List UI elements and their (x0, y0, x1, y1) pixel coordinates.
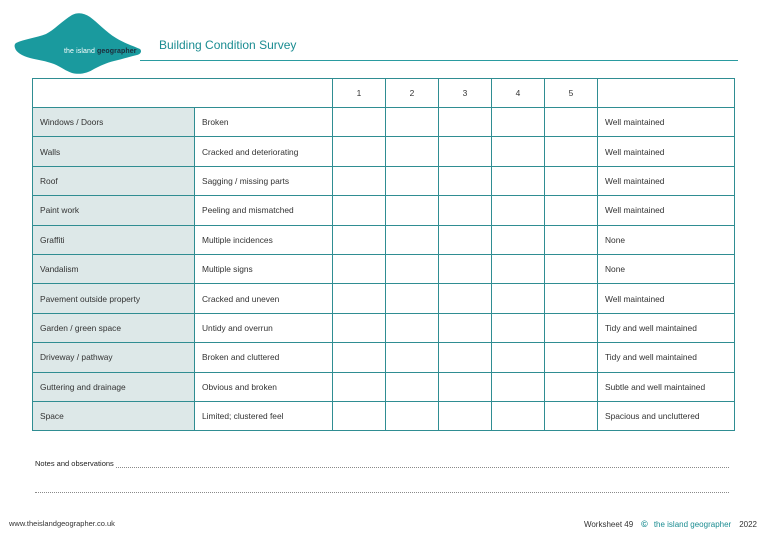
score-cell-5[interactable] (545, 372, 598, 401)
score-cell-2[interactable] (386, 108, 439, 137)
score-cell-4[interactable] (492, 401, 545, 430)
score-cell-1[interactable] (333, 343, 386, 372)
notes-label: Notes and observations (35, 459, 114, 468)
island-logo-icon (14, 12, 144, 76)
footer-website: www.theislandgeographer.co.uk (9, 519, 115, 528)
score-cell-1[interactable] (333, 108, 386, 137)
score-cell-2[interactable] (386, 196, 439, 225)
score-cell-1[interactable] (333, 166, 386, 195)
score-cell-5[interactable] (545, 343, 598, 372)
header-blank-cell (33, 79, 333, 108)
negative-descriptor-cell: Cracked and deteriorating (195, 137, 333, 166)
score-cell-3[interactable] (439, 137, 492, 166)
copyright-icon: © (641, 519, 648, 529)
page-title: Building Condition Survey (159, 38, 297, 52)
score-cell-4[interactable] (492, 372, 545, 401)
score-cell-3[interactable] (439, 284, 492, 313)
table-row (33, 343, 735, 372)
header-divider (140, 60, 738, 61)
score-cell-4[interactable] (492, 225, 545, 254)
score-cell-3[interactable] (439, 313, 492, 342)
positive-descriptor-cell: Well maintained (598, 196, 735, 225)
score-cell-2[interactable] (386, 225, 439, 254)
table-row (33, 372, 735, 401)
score-cell-1[interactable] (333, 225, 386, 254)
table-row (33, 225, 735, 254)
positive-descriptor-cell: Well maintained (598, 108, 735, 137)
score-cell-2[interactable] (386, 254, 439, 283)
score-cell-5[interactable] (545, 137, 598, 166)
notes-dotted-line[interactable] (116, 460, 729, 468)
negative-descriptor-cell: Multiple incidences (195, 225, 333, 254)
negative-descriptor-cell: Limited; clustered feel (195, 401, 333, 430)
negative-descriptor-cell: Untidy and overrun (195, 313, 333, 342)
score-cell-2[interactable] (386, 284, 439, 313)
score-cell-3[interactable] (439, 372, 492, 401)
table-row (33, 254, 735, 283)
positive-descriptor-cell: Subtle and well maintained (598, 372, 735, 401)
table-row (33, 137, 735, 166)
score-cell-4[interactable] (492, 343, 545, 372)
score-cell-1[interactable] (333, 254, 386, 283)
table-row (33, 401, 735, 430)
positive-descriptor-cell: Well maintained (598, 137, 735, 166)
survey-table (32, 78, 735, 431)
score-cell-5[interactable] (545, 401, 598, 430)
score-cell-5[interactable] (545, 284, 598, 313)
criterion-cell: Garden / green space (33, 313, 195, 342)
negative-descriptor-cell: Cracked and uneven (195, 284, 333, 313)
positive-descriptor-cell: None (598, 254, 735, 283)
criterion-cell: Vandalism (33, 254, 195, 283)
criterion-cell: Driveway / pathway (33, 343, 195, 372)
criterion-cell: Space (33, 401, 195, 430)
score-cell-5[interactable] (545, 254, 598, 283)
footer-credit (584, 519, 757, 529)
score-header-5: 5 (545, 79, 598, 108)
score-cell-4[interactable] (492, 137, 545, 166)
score-cell-5[interactable] (545, 225, 598, 254)
table-row (33, 313, 735, 342)
score-cell-3[interactable] (439, 166, 492, 195)
footer-year: 2022 (739, 519, 757, 529)
score-cell-3[interactable] (439, 343, 492, 372)
score-cell-3[interactable] (439, 401, 492, 430)
positive-descriptor-cell: None (598, 225, 735, 254)
score-cell-1[interactable] (333, 137, 386, 166)
negative-descriptor-cell: Peeling and mismatched (195, 196, 333, 225)
score-cell-4[interactable] (492, 196, 545, 225)
negative-descriptor-cell: Broken and cluttered (195, 343, 333, 372)
score-cell-2[interactable] (386, 343, 439, 372)
score-cell-1[interactable] (333, 313, 386, 342)
score-header-3: 3 (439, 79, 492, 108)
score-cell-2[interactable] (386, 401, 439, 430)
criterion-cell: Paint work (33, 196, 195, 225)
logo-text: the island geographer (64, 48, 137, 55)
positive-descriptor-cell: Well maintained (598, 284, 735, 313)
score-cell-5[interactable] (545, 108, 598, 137)
footer-brand: the island geographer (653, 519, 732, 529)
score-cell-2[interactable] (386, 372, 439, 401)
criterion-cell: Windows / Doors (33, 108, 195, 137)
score-cell-4[interactable] (492, 108, 545, 137)
table-row (33, 108, 735, 137)
positive-descriptor-cell: Well maintained (598, 166, 735, 195)
score-cell-3[interactable] (439, 196, 492, 225)
score-cell-5[interactable] (545, 313, 598, 342)
table-row (33, 196, 735, 225)
score-cell-4[interactable] (492, 313, 545, 342)
score-cell-2[interactable] (386, 313, 439, 342)
positive-descriptor-cell: Tidy and well maintained (598, 313, 735, 342)
worksheet-number: Worksheet 49 (583, 519, 634, 529)
criterion-cell: Walls (33, 137, 195, 166)
score-cell-3[interactable] (439, 225, 492, 254)
header-blank-cell-right (598, 79, 735, 108)
table-row (33, 166, 735, 195)
criterion-cell: Pavement outside property (33, 284, 195, 313)
score-cell-5[interactable] (545, 166, 598, 195)
score-cell-1[interactable] (333, 401, 386, 430)
criterion-cell: Roof (33, 166, 195, 195)
table-header-row (33, 79, 735, 108)
score-cell-2[interactable] (386, 166, 439, 195)
criterion-cell: Guttering and drainage (33, 372, 195, 401)
score-cell-3[interactable] (439, 254, 492, 283)
negative-descriptor-cell: Multiple signs (195, 254, 333, 283)
score-header-4: 4 (492, 79, 545, 108)
score-cell-4[interactable] (492, 254, 545, 283)
score-header-2: 2 (386, 79, 439, 108)
score-cell-4[interactable] (492, 166, 545, 195)
criterion-cell: Graffiti (33, 225, 195, 254)
score-header-1: 1 (333, 79, 386, 108)
score-cell-4[interactable] (492, 284, 545, 313)
positive-descriptor-cell: Tidy and well maintained (598, 343, 735, 372)
positive-descriptor-cell: Spacious and uncluttered (598, 401, 735, 430)
negative-descriptor-cell: Sagging / missing parts (195, 166, 333, 195)
table-row (33, 284, 735, 313)
score-cell-3[interactable] (439, 108, 492, 137)
score-cell-1[interactable] (333, 284, 386, 313)
negative-descriptor-cell: Obvious and broken (195, 372, 333, 401)
notes-line[interactable] (35, 456, 729, 468)
score-cell-5[interactable] (545, 196, 598, 225)
logo (14, 12, 144, 76)
score-cell-2[interactable] (386, 137, 439, 166)
score-cell-1[interactable] (333, 372, 386, 401)
notes-dotted-line-2[interactable] (35, 485, 729, 493)
score-cell-1[interactable] (333, 196, 386, 225)
negative-descriptor-cell: Broken (195, 108, 333, 137)
